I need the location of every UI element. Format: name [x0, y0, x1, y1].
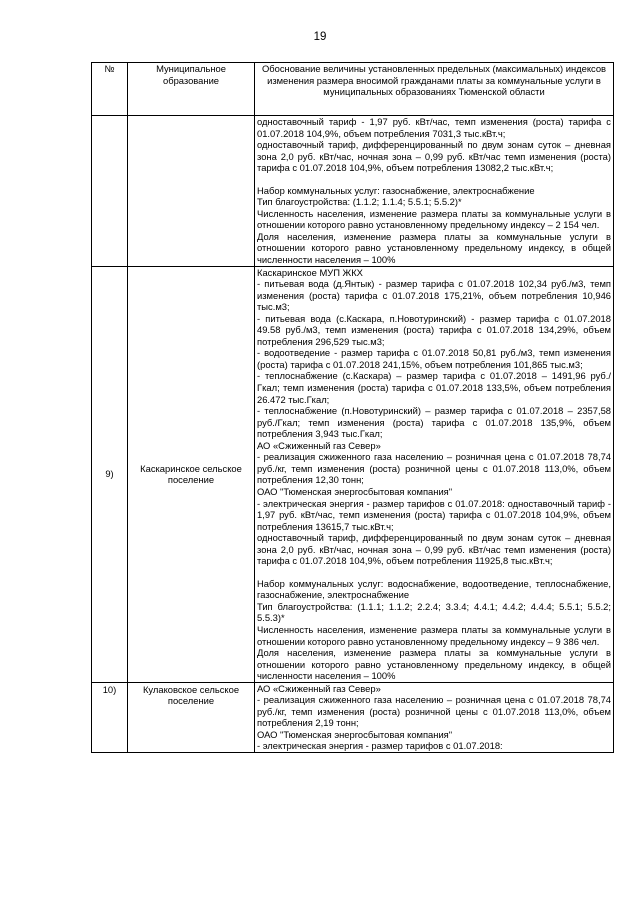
table-row	[92, 682, 614, 752]
basis-paragraph: Численность населения, изменение размера платы за коммунальные услуги в отношении которого равно установленному предельному индексу – 2 154 чел.	[257, 207, 611, 231]
basis-paragraph: Тип благоустройства: (1.1.1; 1.1.2; 2.2.4; 3.3.4; 4.4.1; 4.4.2; 4.4.4; 5.5.1; 5.5.2; 5.5.3)*	[257, 600, 611, 624]
row-municipality: Каскаринское сельское поселение	[128, 266, 255, 682]
basis-paragraph: Набор коммунальных услуг: газоснабжение, электроснабжение	[257, 184, 535, 196]
basis-paragraph: Набор коммунальных услуг: водоснабжение, водоотведение, теплоснабжение, газоснабжение, электроснабжение	[257, 577, 611, 601]
basis-paragraph: - питьевая вода (д.Янтык) - размер тарифа с 01.07.2018 102,34 руб./м3, темп изменения (роста) тарифа с 01.07.2018 175,21%, объем потребления 10,946 тыс.м3;	[257, 278, 611, 313]
header-municipality: Муниципальное образование	[128, 63, 255, 116]
basis-paragraph: Доля населения, изменение размера платы за коммунальные услуги в отношении которого равно установленному предельному индексу, в общей численности населения – 100%	[257, 647, 611, 682]
basis-paragraph: Каскаринское МУП ЖКХ	[257, 266, 363, 278]
basis-paragraph: - электрическая энергия - размер тарифов с 01.07.2018:	[257, 740, 503, 752]
basis-paragraph: - реализация сжиженного газа населению – розничная цена с 01.07.2018 78,74 руб./кг, темп изменения (роста) розничной цены с 01.07.2018 113,0%, объем потребления 12,30 тонн;	[257, 451, 611, 486]
basis-paragraph: одноставочный тариф, дифференцированный по двум зонам суток – дневная зона 2,0 руб. кВт/час, ночная зона – 0,99 руб. кВт/час темп изменения (роста) тарифа с 01.07.2018 104,9%, объем потребления 11925,8 тыс.кВт.ч;	[257, 532, 611, 567]
basis-paragraph: одноставочный тариф - 1,97 руб. кВт/час, темп изменения (роста) тарифа с 01.07.2018 104,9%, объем потребления 7031,3 тыс.кВт.ч;	[257, 116, 611, 139]
row-municipality	[128, 116, 255, 267]
basis-paragraph: АО «Сжиженный газ Север»	[257, 439, 381, 451]
table-row	[92, 116, 614, 267]
basis-paragraph: Тип благоустройства: (1.1.2; 1.1.4; 5.5.1; 5.5.2)*	[257, 196, 462, 208]
row-municipality: Кулаковское сельское поселение	[128, 682, 255, 752]
basis-paragraph: - реализация сжиженного газа населению – розничная цена с 01.07.2018 78,74 руб./кг, темп изменения (роста) розничной цены с 01.07.2018 113,0%, объем потребления 2,19 тонн;	[257, 694, 611, 729]
header-number: №	[92, 63, 128, 116]
basis-paragraph: - электрическая энергия - размер тарифов с 01.07.2018: одноставочный тариф - 1,97 руб. кВт/час, темп изменения (роста) тарифа с 01.07.2018 104,9%, объем потребления 13615,7 тыс.кВт.ч;	[257, 497, 611, 532]
table-header-row	[92, 63, 614, 116]
basis-paragraph: Численность населения, изменение размера платы за коммунальные услуги в отношении которого равно установленному предельному индексу – 9 386 чел.	[257, 623, 611, 647]
basis-paragraph: ОАО "Тюменская энергосбытовая компания"	[257, 485, 453, 497]
row-number: 10)	[92, 682, 128, 752]
basis-paragraph: - водоотведение - размер тарифа с 01.07.2018 50,81 руб./м3, темп изменения (роста) тарифа с 01.07.2018 241,15%, объем потребления 101,865 тыс.м3;	[257, 347, 611, 370]
basis-paragraph: - питьевая вода (с.Каскара, п.Новотуринский) - размер тарифа с 01.07.2018 49.58 руб./м3, темп изменения (роста) тарифа с 01.07.2018 134,29%, объем потребления 296,529 тыс.м3;	[257, 312, 611, 347]
row-number: 9)	[92, 266, 128, 682]
tariff-table	[91, 62, 614, 753]
paragraph-gap	[257, 174, 611, 185]
paragraph-gap	[257, 567, 611, 578]
row-basis	[255, 266, 614, 682]
page-number: 19	[313, 31, 327, 43]
header-basis: Обоснование величины установленных предельных (максимальных) индексов изменения размера вносимой гражданами платы за коммунальные услуги в муниципальных образованиях Тюменской области	[255, 63, 614, 116]
row-number	[92, 116, 128, 267]
table-row	[92, 266, 614, 682]
basis-paragraph: - теплоснабжение (п.Новотуринский) – размер тарифа с 01.07.2018 – 2357,58 руб./Гкал; темп изменения (роста) тарифа с 01.07.2018 135,9%, объем потребления 3,943 тыс.Гкал;	[257, 405, 611, 440]
basis-paragraph: Доля населения, изменение размера платы за коммунальные услуги в отношении которого равно установленному предельному индексу, в общей численности населения – 100%	[257, 230, 611, 266]
basis-paragraph: одноставочный тариф, дифференцированный по двум зонам суток – дневная зона 2,0 руб. кВт/час, ночная зона – 0,99 руб. кВт/час темп изменения (роста) тарифа с 01.07.2018 104,9%, объем потребления 13082,2 тыс.кВт.ч;	[257, 139, 611, 174]
basis-paragraph: - теплоснабжение (с.Каскара) – размер тарифа с 01.07.2018 – 1491,96 руб./Гкал; темп изменения (роста) тарифа с 01.07.2018 133,5%, объем потребления 26.472 тыс.Гкал;	[257, 370, 611, 405]
row-basis	[255, 682, 614, 752]
row-basis	[255, 116, 614, 267]
basis-paragraph: ОАО "Тюменская энергосбытовая компания"	[257, 728, 453, 740]
basis-paragraph: АО «Сжиженный газ Север»	[257, 682, 381, 694]
